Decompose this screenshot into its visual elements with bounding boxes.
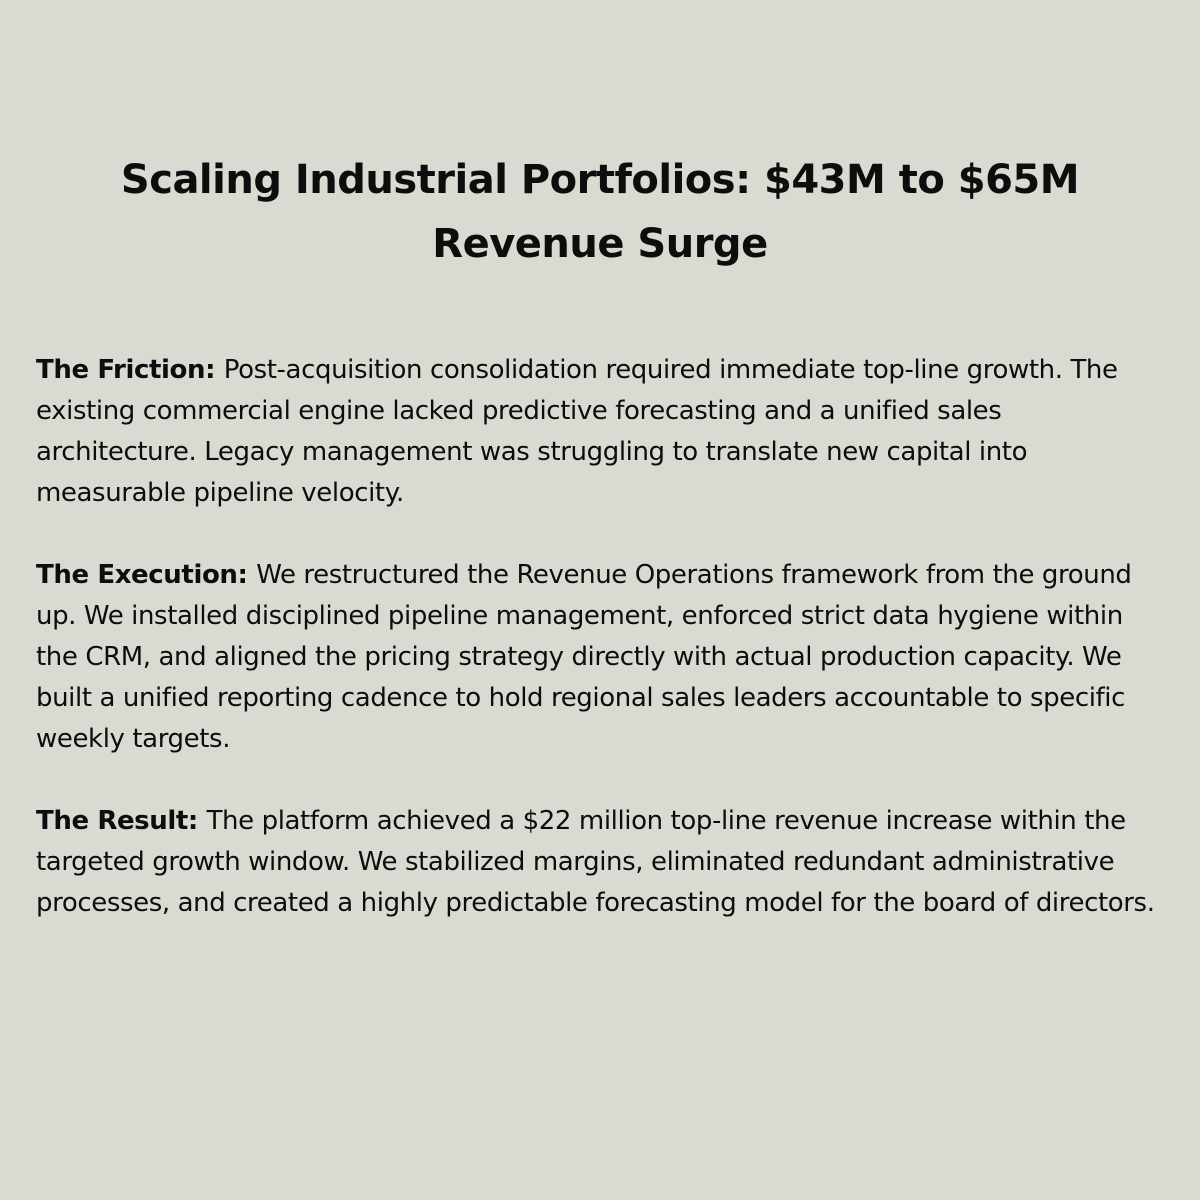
result-text: The platform achieved a $22 million top-line revenue increase within the targeted growth window. We stabilized margins, eliminated redundant administrative processes, and created a highly predictable forecasting model for the board of directors.: [36, 806, 1155, 918]
execution-label: The Execution:: [36, 560, 257, 590]
execution-section: [36, 555, 1164, 760]
execution-text: We restructured the Revenue Operations framework from the ground up. We installed disciplined pipeline management, enforced strict data hygiene within the CRM, and aligned the pricing strategy directly with actual production capacity. We built a unified reporting cadence to hold regional sales leaders accountable to specific weekly targets.: [36, 560, 1132, 754]
friction-label: The Friction:: [36, 355, 224, 385]
friction-section: [36, 350, 1164, 514]
page-title: Scaling Industrial Portfolios: $43M to $65M Revenue Surge: [120, 157, 1080, 267]
case-study-sections: [36, 350, 1164, 924]
friction-text: Post-acquisition consolidation required immediate top-line growth. The existing commercial engine lacked predictive forecasting and a unified sales architecture. Legacy management was struggling to translate new capital into measurable pipeline velocity.: [36, 355, 1118, 508]
result-section: [36, 801, 1164, 924]
result-label: The Result:: [36, 806, 207, 836]
